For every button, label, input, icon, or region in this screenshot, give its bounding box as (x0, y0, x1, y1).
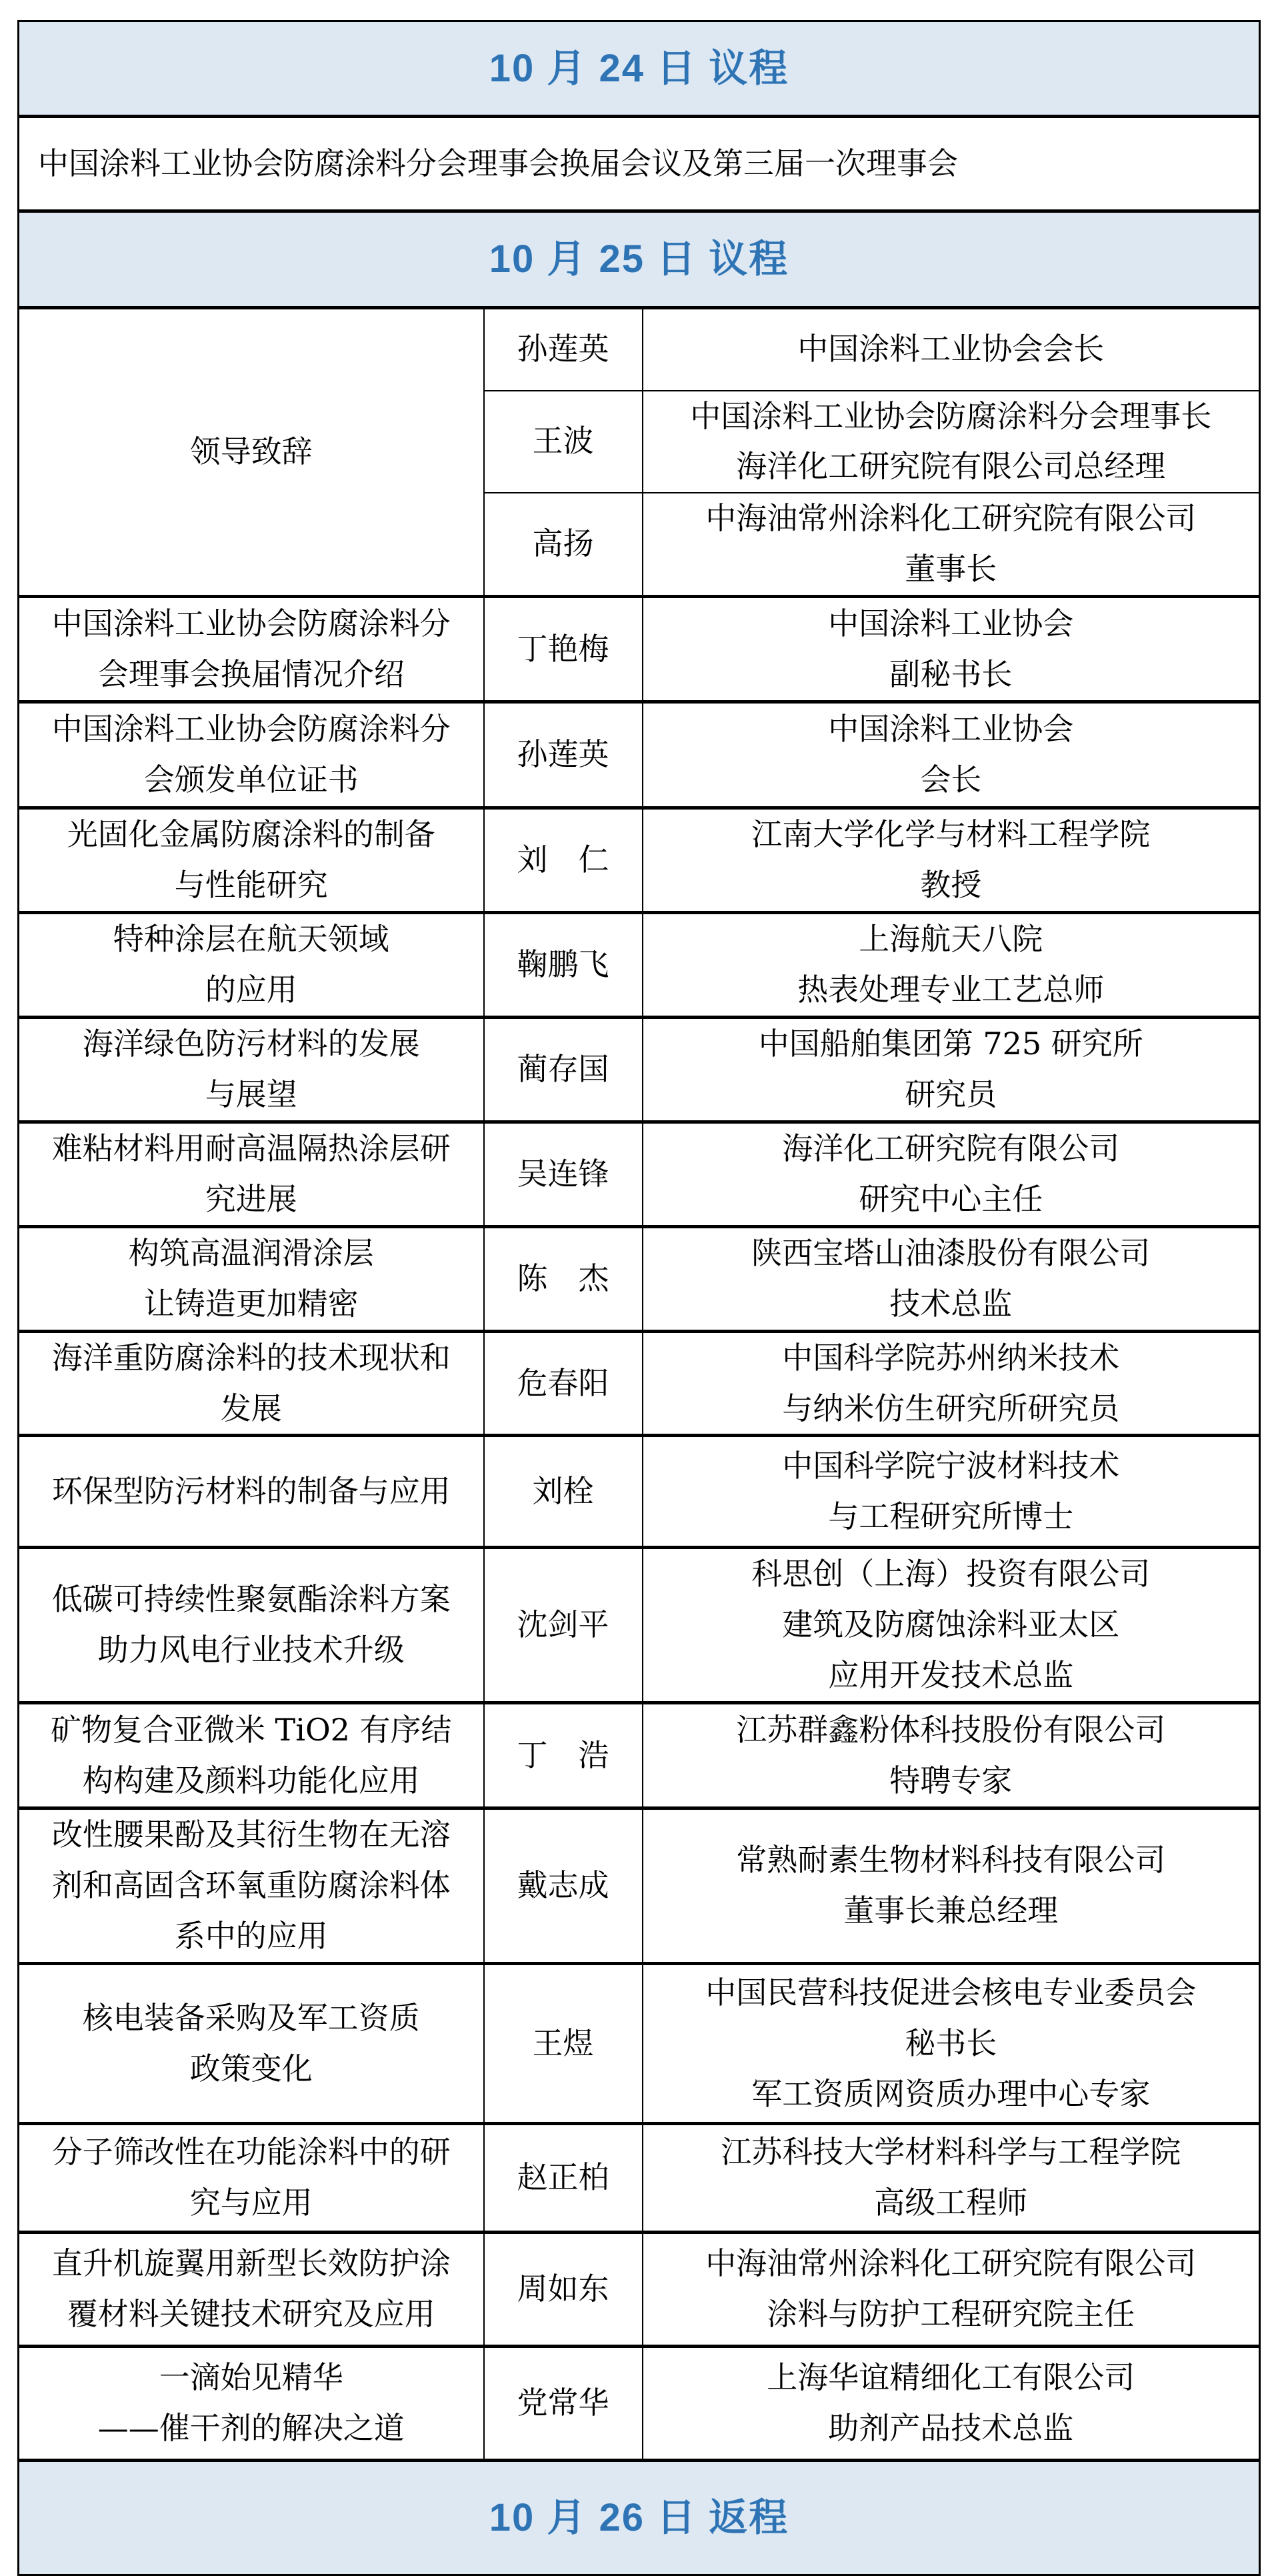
topic-cell (19, 1017, 484, 1122)
topic-cell (19, 2124, 484, 2233)
affiliation-cell (643, 2124, 1260, 2233)
agenda-row (19, 1017, 1260, 1122)
affiliation-cell (643, 2347, 1260, 2461)
affiliation-line: 高级工程师 (874, 2185, 1028, 2221)
affiliation-line: 中国民营科技促进会核电专业委员会 (705, 1974, 1197, 2011)
topic-line: 发展 (220, 1390, 282, 1426)
affiliation-cell (643, 1964, 1260, 2124)
day3-header: 10 月 26 日 返程 (19, 2461, 1260, 2575)
day1-event-text: 中国涂料工业协会防腐涂料分会理事会换届会议及第三届一次理事会 (19, 117, 1260, 211)
topic-line: 究进展 (205, 1180, 297, 1217)
agenda-row (19, 1226, 1260, 1331)
topic-line: 海洋绿色防污材料的发展 (82, 1025, 420, 1062)
speaker-cell: 鞠鹏飞 (484, 913, 643, 1018)
affiliation-cell (643, 1436, 1260, 1548)
topic-cell (19, 2233, 484, 2347)
day2-header-row (19, 211, 1260, 308)
agenda-row (19, 2233, 1260, 2347)
speaker-cell: 丁 浩 (484, 1703, 643, 1808)
affiliation-line: 中国涂料工业协会会长 (797, 331, 1105, 367)
topic-line: 让铸造更加精密 (143, 1285, 359, 1322)
topic-line: 核电装备采购及军工资质 (82, 1999, 420, 2036)
affiliation-line: 涂料与防护工程研究院主任 (767, 2296, 1135, 2333)
affiliation-line: 教授 (920, 867, 982, 904)
topic-cell (19, 1808, 484, 1964)
affiliation-line: 中海油常州涂料化工研究院有限公司 (705, 2245, 1197, 2282)
topic-line: 会理事会换届情况介绍 (97, 656, 405, 692)
speaker-cell: 党常华 (484, 2347, 643, 2461)
topic-line: 分子筛改性在功能涂料中的研 (51, 2134, 451, 2171)
affiliation-cell (643, 1548, 1260, 1703)
agenda-row (19, 1122, 1260, 1226)
affiliation-line: 上海华谊精细化工有限公司 (767, 2359, 1135, 2396)
topic-line: 与性能研究 (174, 867, 328, 904)
affiliation-line: 特聘专家 (889, 1762, 1013, 1798)
topic-line: 助力风电行业技术升级 (97, 1632, 405, 1668)
topic-line: 中国涂料工业协会防腐涂料分 (51, 711, 451, 748)
speaker-cell: 刘 仁 (484, 808, 643, 913)
agenda-row (19, 1436, 1260, 1548)
affiliation-cell (643, 597, 1260, 702)
topic-line: 一滴始见精华 (159, 2359, 343, 2396)
topic-line: 光固化金属防腐涂料的制备 (67, 816, 435, 853)
topic-line: 低碳可持续性聚氨酯涂料方案 (51, 1581, 451, 1618)
topic-line: 政策变化 (189, 2050, 313, 2087)
topic-line: 的应用 (205, 971, 297, 1008)
speaker-cell: 刘栓 (484, 1436, 643, 1548)
topic-line: 与展望 (205, 1076, 297, 1112)
agenda-row (19, 1548, 1260, 1703)
affiliation-line: 中国涂料工业协会 (828, 711, 1074, 748)
affiliation-cell (643, 308, 1260, 391)
topic-line: 海洋重防腐涂料的技术现状和 (51, 1339, 451, 1376)
speaker-cell: 孙莲英 (484, 702, 643, 808)
affiliation-line: 技术总监 (889, 1285, 1013, 1322)
agenda-row (19, 597, 1260, 702)
affiliation-line: 副秘书长 (889, 656, 1013, 692)
day2-header: 10 月 25 日 议程 (19, 211, 1260, 308)
topic-line: 究与应用 (189, 2185, 313, 2221)
affiliation-line: 上海航天八院 (859, 921, 1043, 958)
agenda-row (19, 308, 1260, 391)
topic-line: 难粘材料用耐高温隔热涂层研 (51, 1130, 451, 1166)
affiliation-line: 中国科学院宁波材料技术 (782, 1448, 1120, 1484)
topic-line: 特种涂层在航天领域 (113, 921, 389, 958)
agenda-table-container (17, 20, 1261, 2576)
topic-cell (19, 1226, 484, 1331)
affiliation-cell (643, 1226, 1260, 1331)
affiliation-line: 应用开发技术总监 (828, 1657, 1074, 1694)
affiliation-line: 与纳米仿生研究所研究员 (782, 1390, 1120, 1426)
topic-line: 改性腰果酚及其衍生物在无溶 (51, 1816, 451, 1853)
topic-cell (19, 1548, 484, 1703)
affiliation-line: 陕西宝塔山油漆股份有限公司 (751, 1234, 1151, 1271)
speaker-cell: 周如东 (484, 2233, 643, 2347)
affiliation-cell (643, 808, 1260, 913)
affiliation-line: 科思创（上海）投资有限公司 (751, 1556, 1151, 1592)
topic-cell (19, 1331, 484, 1436)
topic-cell (19, 913, 484, 1018)
topic-line: 会颁发单位证书 (143, 762, 359, 798)
speaker-cell: 赵正柏 (484, 2124, 643, 2233)
topic-line: 系中的应用 (174, 1918, 328, 1955)
speaker-cell: 高扬 (484, 493, 643, 596)
topic-cell (19, 1122, 484, 1226)
affiliation-line: 中国涂料工业协会防腐涂料分会理事长 (690, 397, 1212, 434)
speaker-cell: 戴志成 (484, 1808, 643, 1964)
affiliation-line: 海洋化工研究院有限公司总经理 (736, 448, 1166, 485)
agenda-row (19, 2347, 1260, 2461)
speaker-cell: 吴连锋 (484, 1122, 643, 1226)
affiliation-cell (643, 1808, 1260, 1964)
affiliation-line: 董事长兼总经理 (843, 1892, 1059, 1929)
speaker-cell: 王波 (484, 391, 643, 493)
affiliation-line: 会长 (920, 762, 982, 798)
affiliation-line: 江苏群鑫粉体科技股份有限公司 (736, 1711, 1166, 1748)
agenda-row (19, 1703, 1260, 1808)
agenda-row (19, 1331, 1260, 1436)
topic-cell: 领导致辞 (19, 308, 484, 597)
agenda-row (19, 2124, 1260, 2233)
affiliation-line: 江苏科技大学材料科学与工程学院 (721, 2134, 1181, 2171)
affiliation-line: 助剂产品技术总监 (828, 2410, 1074, 2447)
topic-line: 中国涂料工业协会防腐涂料分 (51, 605, 451, 641)
agenda-row (19, 808, 1260, 913)
affiliation-line: 热表处理专业工艺总师 (797, 971, 1105, 1008)
speaker-cell: 陈 杰 (484, 1226, 643, 1331)
affiliation-line: 研究员 (905, 1076, 997, 1112)
day1-header-row (19, 21, 1260, 117)
agenda-row (19, 1964, 1260, 2124)
affiliation-cell (643, 391, 1260, 493)
affiliation-line: 与工程研究所博士 (828, 1498, 1074, 1534)
affiliation-cell (643, 702, 1260, 808)
affiliation-line: 海洋化工研究院有限公司 (782, 1130, 1120, 1166)
topic-cell (19, 1703, 484, 1808)
topic-line: ——催干剂的解决之道 (97, 2410, 405, 2447)
speaker-cell: 孙莲英 (484, 308, 643, 391)
agenda-table (17, 20, 1261, 2576)
speaker-cell: 丁艳梅 (484, 597, 643, 702)
topic-cell (19, 702, 484, 808)
affiliation-cell (643, 1331, 1260, 1436)
affiliation-cell (643, 2233, 1260, 2347)
affiliation-line: 军工资质网资质办理中心专家 (751, 2075, 1151, 2112)
topic-line: 直升机旋翼用新型长效防护涂 (51, 2245, 451, 2282)
agenda-row (19, 702, 1260, 808)
affiliation-line: 中海油常州涂料化工研究院有限公司 (705, 500, 1197, 537)
affiliation-line: 建筑及防腐蚀涂料亚太区 (782, 1606, 1120, 1643)
affiliation-cell (643, 1122, 1260, 1226)
topic-cell (19, 2347, 484, 2461)
affiliation-line: 研究中心主任 (859, 1180, 1043, 1217)
topic-line: 构筑高温润滑涂层 (128, 1234, 374, 1271)
affiliation-cell (643, 493, 1260, 596)
topic-line: 构构建及颜料功能化应用 (82, 1762, 420, 1798)
speaker-cell: 危春阳 (484, 1331, 643, 1436)
affiliation-cell (643, 1703, 1260, 1808)
speaker-cell: 蔺存国 (484, 1017, 643, 1122)
topic-line: 覆材料关键技术研究及应用 (67, 2296, 435, 2333)
topic-cell (19, 1436, 484, 1548)
speaker-cell: 沈剑平 (484, 1548, 643, 1703)
affiliation-line: 中国船舶集团第 725 研究所 (758, 1025, 1143, 1062)
affiliation-line: 中国涂料工业协会 (828, 605, 1074, 641)
topic-line: 剂和高固含环氧重防腐涂料体 (51, 1867, 451, 1904)
affiliation-line: 中国科学院苏州纳米技术 (782, 1339, 1120, 1376)
day1-event-row (19, 117, 1260, 211)
affiliation-line: 江南大学化学与材料工程学院 (751, 816, 1151, 853)
affiliation-line: 董事长 (905, 551, 997, 587)
affiliation-line: 秘书长 (905, 2025, 997, 2061)
agenda-row (19, 913, 1260, 1018)
topic-line: 矿物复合亚微米 TiO2 有序结 (50, 1711, 452, 1748)
topic-cell (19, 597, 484, 702)
agenda-row (19, 1808, 1260, 1964)
topic-line: 环保型防污材料的制备与应用 (51, 1472, 451, 1509)
topic-cell (19, 808, 484, 913)
day3-header-row (19, 2461, 1260, 2575)
topic-cell (19, 1964, 484, 2124)
affiliation-line: 常熟耐素生物材料科技有限公司 (736, 1842, 1166, 1878)
affiliation-cell (643, 913, 1260, 1018)
speaker-cell: 王煜 (484, 1964, 643, 2124)
day1-header: 10 月 24 日 议程 (19, 21, 1260, 117)
affiliation-cell (643, 1017, 1260, 1122)
